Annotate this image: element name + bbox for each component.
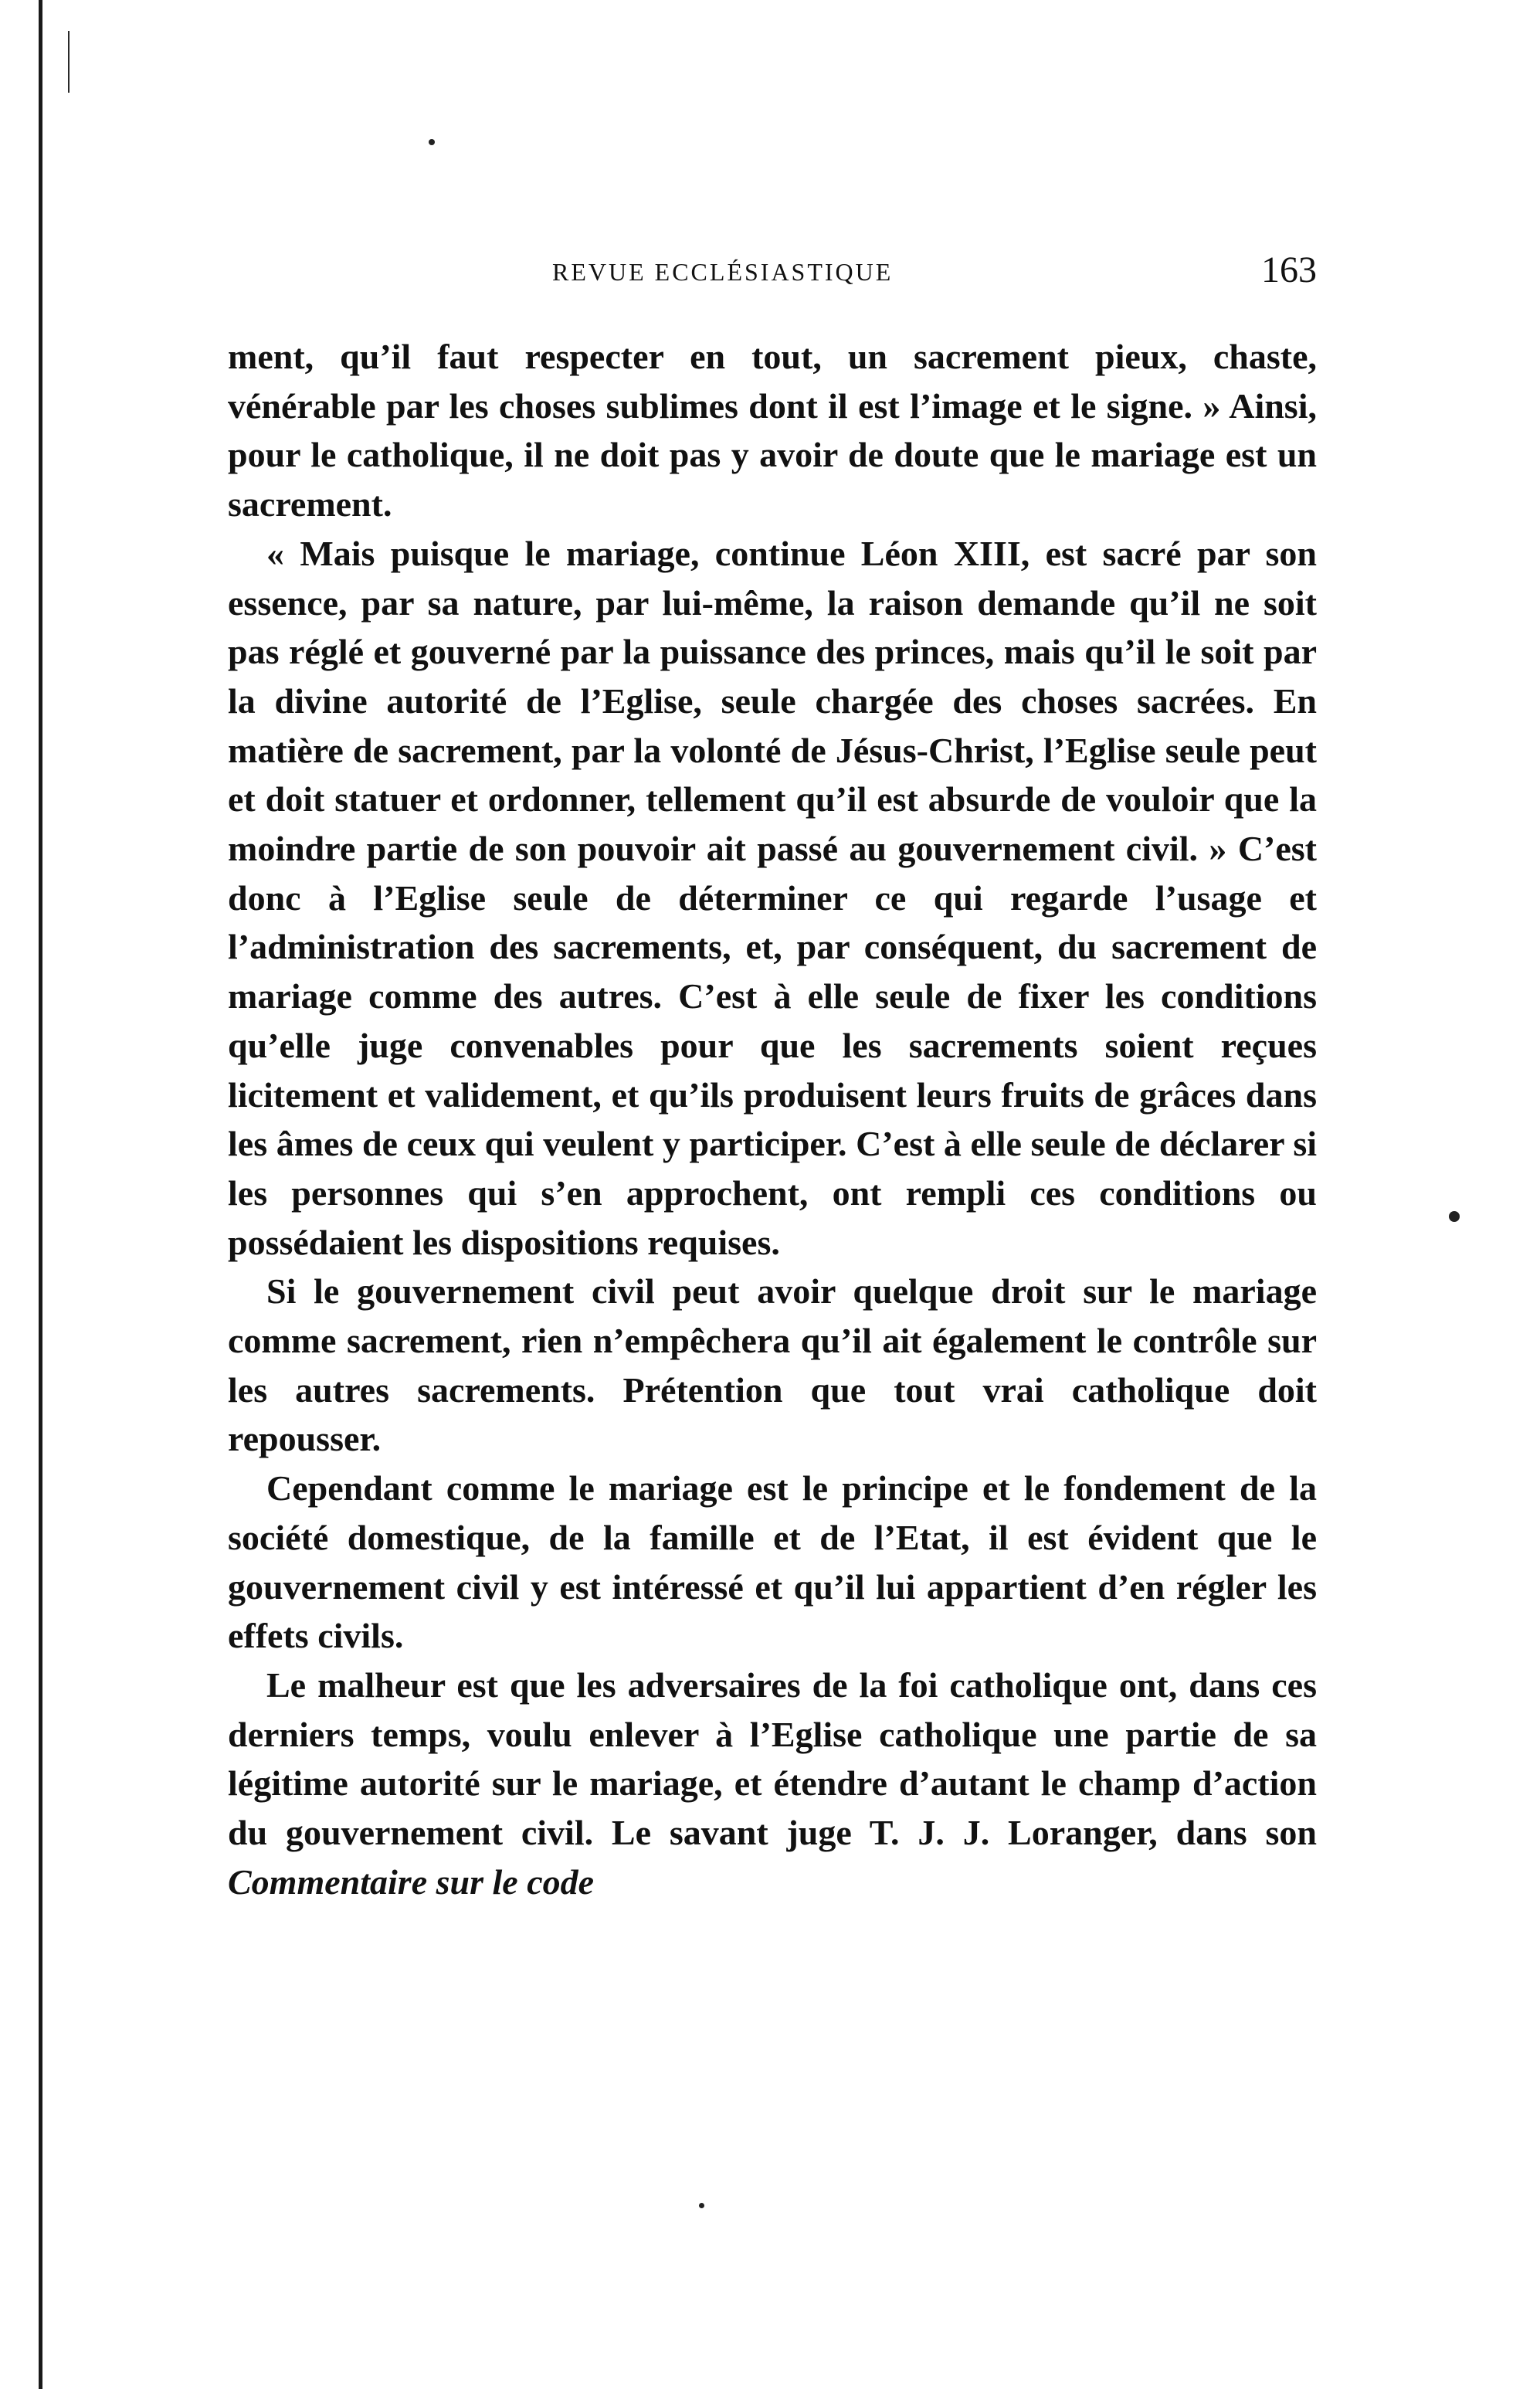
- paragraph: « Mais puisque le mariage, continue Léon XIII, est sacré par son essence, par sa nature, par lui-même, la raison demande qu’il ne soit pas réglé et gouverné par la puissance des princes, mais qu’il le soit par la divine autorité de l’Eglise, seule chargée des choses sacrées. En matière de sacrement, par la volonté de Jésus-Christ, l’Eglise seule peut et doit statuer et ordonner, tellement qu’il est absurde de vouloir que la moindre partie de son pouvoir ait passé au gouvernement civil. » C’est donc à l’Eglise seule de déterminer ce qui regarde l’usage et l’administration des sacrements, et, par conséquent, du sacrement de mariage comme des autres. C’est à elle seule de fixer les conditions qu’elle juge convenables pour que les sacrements soient reçues licitement et validement, et qu’ils produisent leurs fruits de grâces dans les âmes de ceux qui veulent y participer. C’est à elle seule de déclarer si les personnes qui s’en approchent, ont rempli ces conditions ou possédaient les dispositions requises.: [228, 533, 1317, 1262]
- paragraph-last-text: Le malheur est que les adversaires de la foi catholique ont, dans ces derniers temps, voulu enlever à l’Eglise catholique une partie de sa légitime autorité sur le mariage, et étendre d’autant le champ d’action du gouvernement civil. Le savant juge T. J. J. Loranger, dans son: [228, 1664, 1317, 1853]
- page-number: 163: [1261, 249, 1317, 290]
- scan-speck: [1449, 1211, 1460, 1222]
- running-title: REVUE ECCLÉSIASTIQUE: [552, 258, 894, 286]
- paragraph: Cependant comme le mariage est le principe et le fondement de la société domestique, de la famille et de l’Etat, il est évident que le gouvernement civil y est intéressé et qu’il lui appartient d’en régler les effets civils.: [228, 1468, 1317, 1656]
- running-header: [228, 249, 1317, 295]
- binding-edge-mark: [68, 31, 70, 93]
- body-text: [228, 332, 1317, 1907]
- book-title-italic: Commentaire sur le code: [228, 1861, 595, 1902]
- scan-speck: [429, 139, 435, 145]
- binding-edge-line: [39, 0, 42, 2389]
- paragraph: Si le gouvernement civil peut avoir quelque droit sur le mariage comme sacrement, rien n’empêchera qu’il ait également le contrôle sur les autres sacrements. Prétention que tout vrai catholique doit repousser.: [228, 1271, 1317, 1459]
- scan-speck: [699, 2203, 704, 2208]
- paragraph: ment, qu’il faut respecter en tout, un sacrement pieux, chaste, vénérable par les choses sublimes dont il est l’image et le signe. » Ainsi, pour le catholique, il ne doit pas y avoir de doute que le mariage est un sacrement.: [228, 337, 1317, 524]
- paragraph-last: [228, 1661, 1317, 1907]
